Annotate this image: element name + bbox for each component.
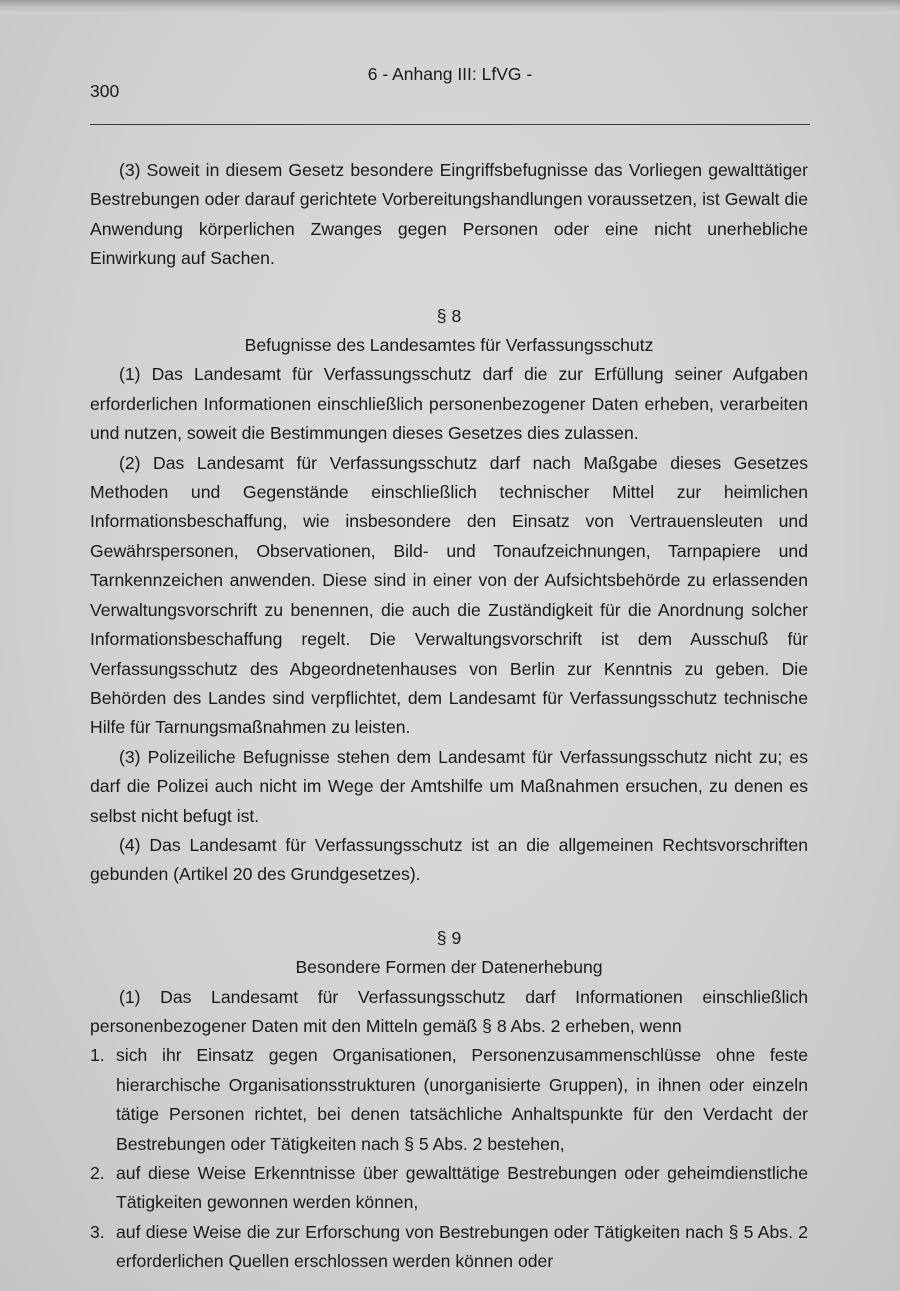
- section-8-title: Befugnisse des Landesamtes für Verfassungsschutz: [244, 335, 654, 356]
- section-9-number: § 9: [436, 927, 462, 948]
- list-item-text: sich ihr Einsatz gegen Organisationen, Personenzusammenschlüsse ohne feste hierarchische Organisationsstrukturen (unorganisierte Gruppen), in ihnen oder einzeln tätige Personen richtet, bei denen tatsächliche Anhaltspunkte für den Verdacht der Bestrebungen oder Tätigkeiten nach § 5 Abs. 2 bestehen,: [116, 1045, 808, 1154]
- list-item-number: 1.: [90, 1045, 105, 1066]
- page-body: [90, 156, 808, 1277]
- section-9-title: Besondere Formen der Datenerhebung: [295, 957, 603, 978]
- running-head: 6 - Anhang III: LfVG -: [367, 64, 533, 84]
- section-8-number: § 8: [436, 305, 462, 326]
- section-8-paragraph-2: (2) Das Landesamt für Verfassungsschutz darf nach Maßgabe dieses Gesetzes Methoden und Gegenstände einschließlich technischer Mittel zur heimlichen Informationsbeschaffung, wie insbesondere den Einsatz von Vertrauensleuten und Gewährspersonen, Observationen, Bild- und Tonaufzeichnungen, Tarnpapiere und Tarnkennzeichen anwenden. Diese sind in einer von der Aufsichtsbehörde zu erlassenden Verwaltungsvorschrift zu benennen, die auch die Zuständigkeit für die Anordnung solcher Informationsbeschaffung regelt. Die Verwaltungsvorschrift ist dem Ausschuß für Verfassungsschutz des Abgeordnetenhauses von Berlin zur Kenntnis zu geben. Die Behörden des Landes sind verpflichtet, dem Landesamt für Verfassungsschutz technische Hilfe für Tarnungsmaßnahmen zu leisten.: [90, 452, 808, 738]
- section-8-paragraph-1: (1) Das Landesamt für Verfassungsschutz darf die zur Erfüllung seiner Aufgaben erforderlichen Informationen einschließlich personenbezogener Daten erheben, verarbeiten und nutzen, soweit die Bestimmungen dieses Gesetzes dies zulassen.: [90, 364, 808, 444]
- page-number: 300: [90, 81, 120, 101]
- intro-paragraph: (3) Soweit in diesem Gesetz besondere Eingriffsbefugnisse das Vorliegen gewalttätiger Bestrebungen oder darauf gerichtete Vorbereitungshandlungen voraussetzen, ist Gewalt die Anwendung körperlichen Zwanges gegen Personen oder eine nicht unerhebliche Einwirkung auf Sachen.: [90, 160, 808, 269]
- list-item-text: auf diese Weise die zur Erforschung von Bestrebungen oder Tätigkeiten nach § 5 Abs. 2 erforderlichen Quellen erschlossen werden können oder: [116, 1221, 808, 1272]
- section-9-paragraph-1: (1) Das Landesamt für Verfassungsschutz darf Informationen einschließlich personenbezogener Daten mit den Mitteln gemäß § 8 Abs. 2 erheben, wenn: [90, 986, 808, 1036]
- header-rule: [90, 124, 810, 125]
- list-item: [90, 1218, 808, 1277]
- section-8-paragraph-4: (4) Das Landesamt für Verfassungsschutz ist an die allgemeinen Rechtsvorschriften gebunden (Artikel 20 des Grundgesetzes).: [90, 834, 808, 885]
- list-item: [90, 1159, 808, 1218]
- section-8-paragraph-3: (3) Polizeiliche Befugnisse stehen dem Landesamt für Verfassungsschutz nicht zu; es darf die Polizei auch nicht im Wege der Amtshilfe um Maßnahmen ersuchen, zu denen es selbst nicht befugt ist.: [90, 746, 808, 826]
- list-item-number: 2.: [90, 1163, 105, 1183]
- section-9-list: [90, 1041, 808, 1276]
- list-item-text: auf diese Weise Erkenntnisse über gewalttätige Bestrebungen oder geheimdienstliche Tätigkeiten gewonnen werden können,: [116, 1163, 808, 1213]
- list-item-number: 3.: [90, 1221, 105, 1242]
- list-item: [90, 1041, 808, 1159]
- scan-edge: [0, 0, 900, 14]
